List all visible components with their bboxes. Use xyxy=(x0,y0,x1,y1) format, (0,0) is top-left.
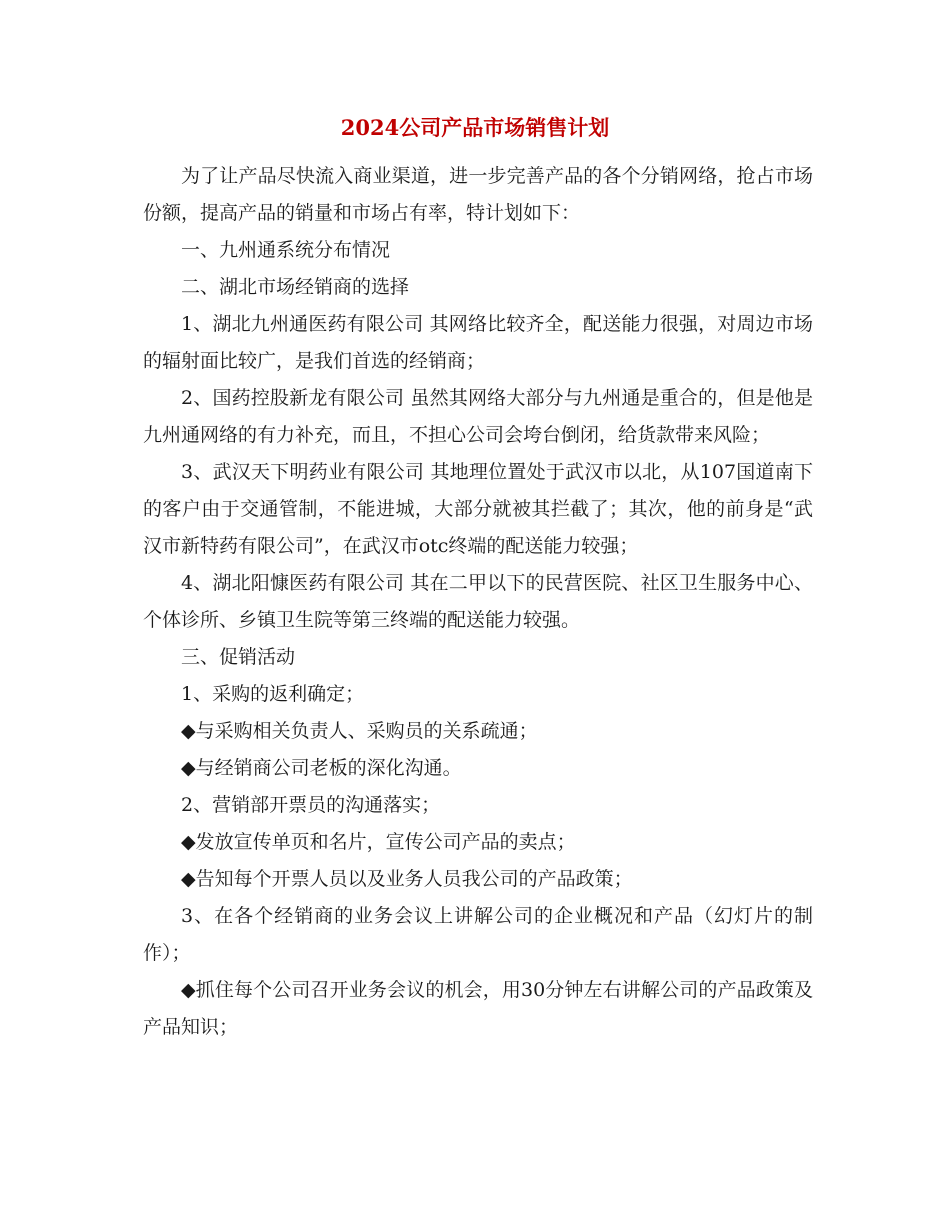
document-title: 2024公司产品市场销售计划 xyxy=(340,115,610,140)
bullet-item: ◆与采购相关负责人、采购员的关系疏通； xyxy=(181,720,538,742)
distributor-item-2: 2、国药控股新龙有限公司 虽然其网络大部分与九州通是重合的，但是他是九州通网络的有力补充，而且，不担心公司会垮台倒闭，给货款带来风险； xyxy=(143,387,813,446)
document-body xyxy=(143,158,813,1046)
distributor-item-1: 1、湖北九州通医药有限公司 其网络比较齐全，配送能力很强，对周边市场的辐射面比较广，是我们首选的经销商； xyxy=(143,313,813,372)
bullet-item: ◆抓住每个公司召开业务会议的机会，用30分钟左右讲解公司的产品政策及产品知识； xyxy=(143,979,813,1038)
promotion-item-3: 3、在各个经销商的业务会议上讲解公司的企业概况和产品（幻灯片的制作）； xyxy=(143,905,813,964)
distributor-item-4: 4、湖北阳慷医药有限公司 其在二甲以下的民营医院、社区卫生服务中心、个体诊所、乡镇卫生院等第三终端的配送能力较强。 xyxy=(143,572,813,631)
intro-paragraph: 为了让产品尽快流入商业渠道，进一步完善产品的各个分销网络，抢占市场份额，提高产品的销量和市场占有率，特计划如下： xyxy=(143,165,813,224)
section-heading-1: 一、九州通系统分布情况 xyxy=(181,239,391,261)
bullet-item: ◆与经销商公司老板的深化沟通。 xyxy=(181,757,462,779)
section-heading-3: 三、促销活动 xyxy=(181,646,296,668)
section-heading-2: 二、湖北市场经销商的选择 xyxy=(181,276,410,298)
bullet-item: ◆告知每个开票人员以及业务人员我公司的产品政策； xyxy=(181,868,633,890)
promotion-item-1: 1、采购的返利确定； xyxy=(181,683,365,705)
bullet-item: ◆发放宣传单页和名片，宣传公司产品的卖点； xyxy=(181,831,576,853)
distributor-item-3: 3、武汉天下明药业有限公司 其地理位置处于武汉市以北，从107国道南下的客户由于交通管制，不能进城，大部分就被其拦截了；其次，他的前身是“武汉市新特药有限公司”，在武汉市otc终端的配送能力较强； xyxy=(143,461,813,557)
promotion-item-2: 2、营销部开票员的沟通落实； xyxy=(181,794,441,816)
